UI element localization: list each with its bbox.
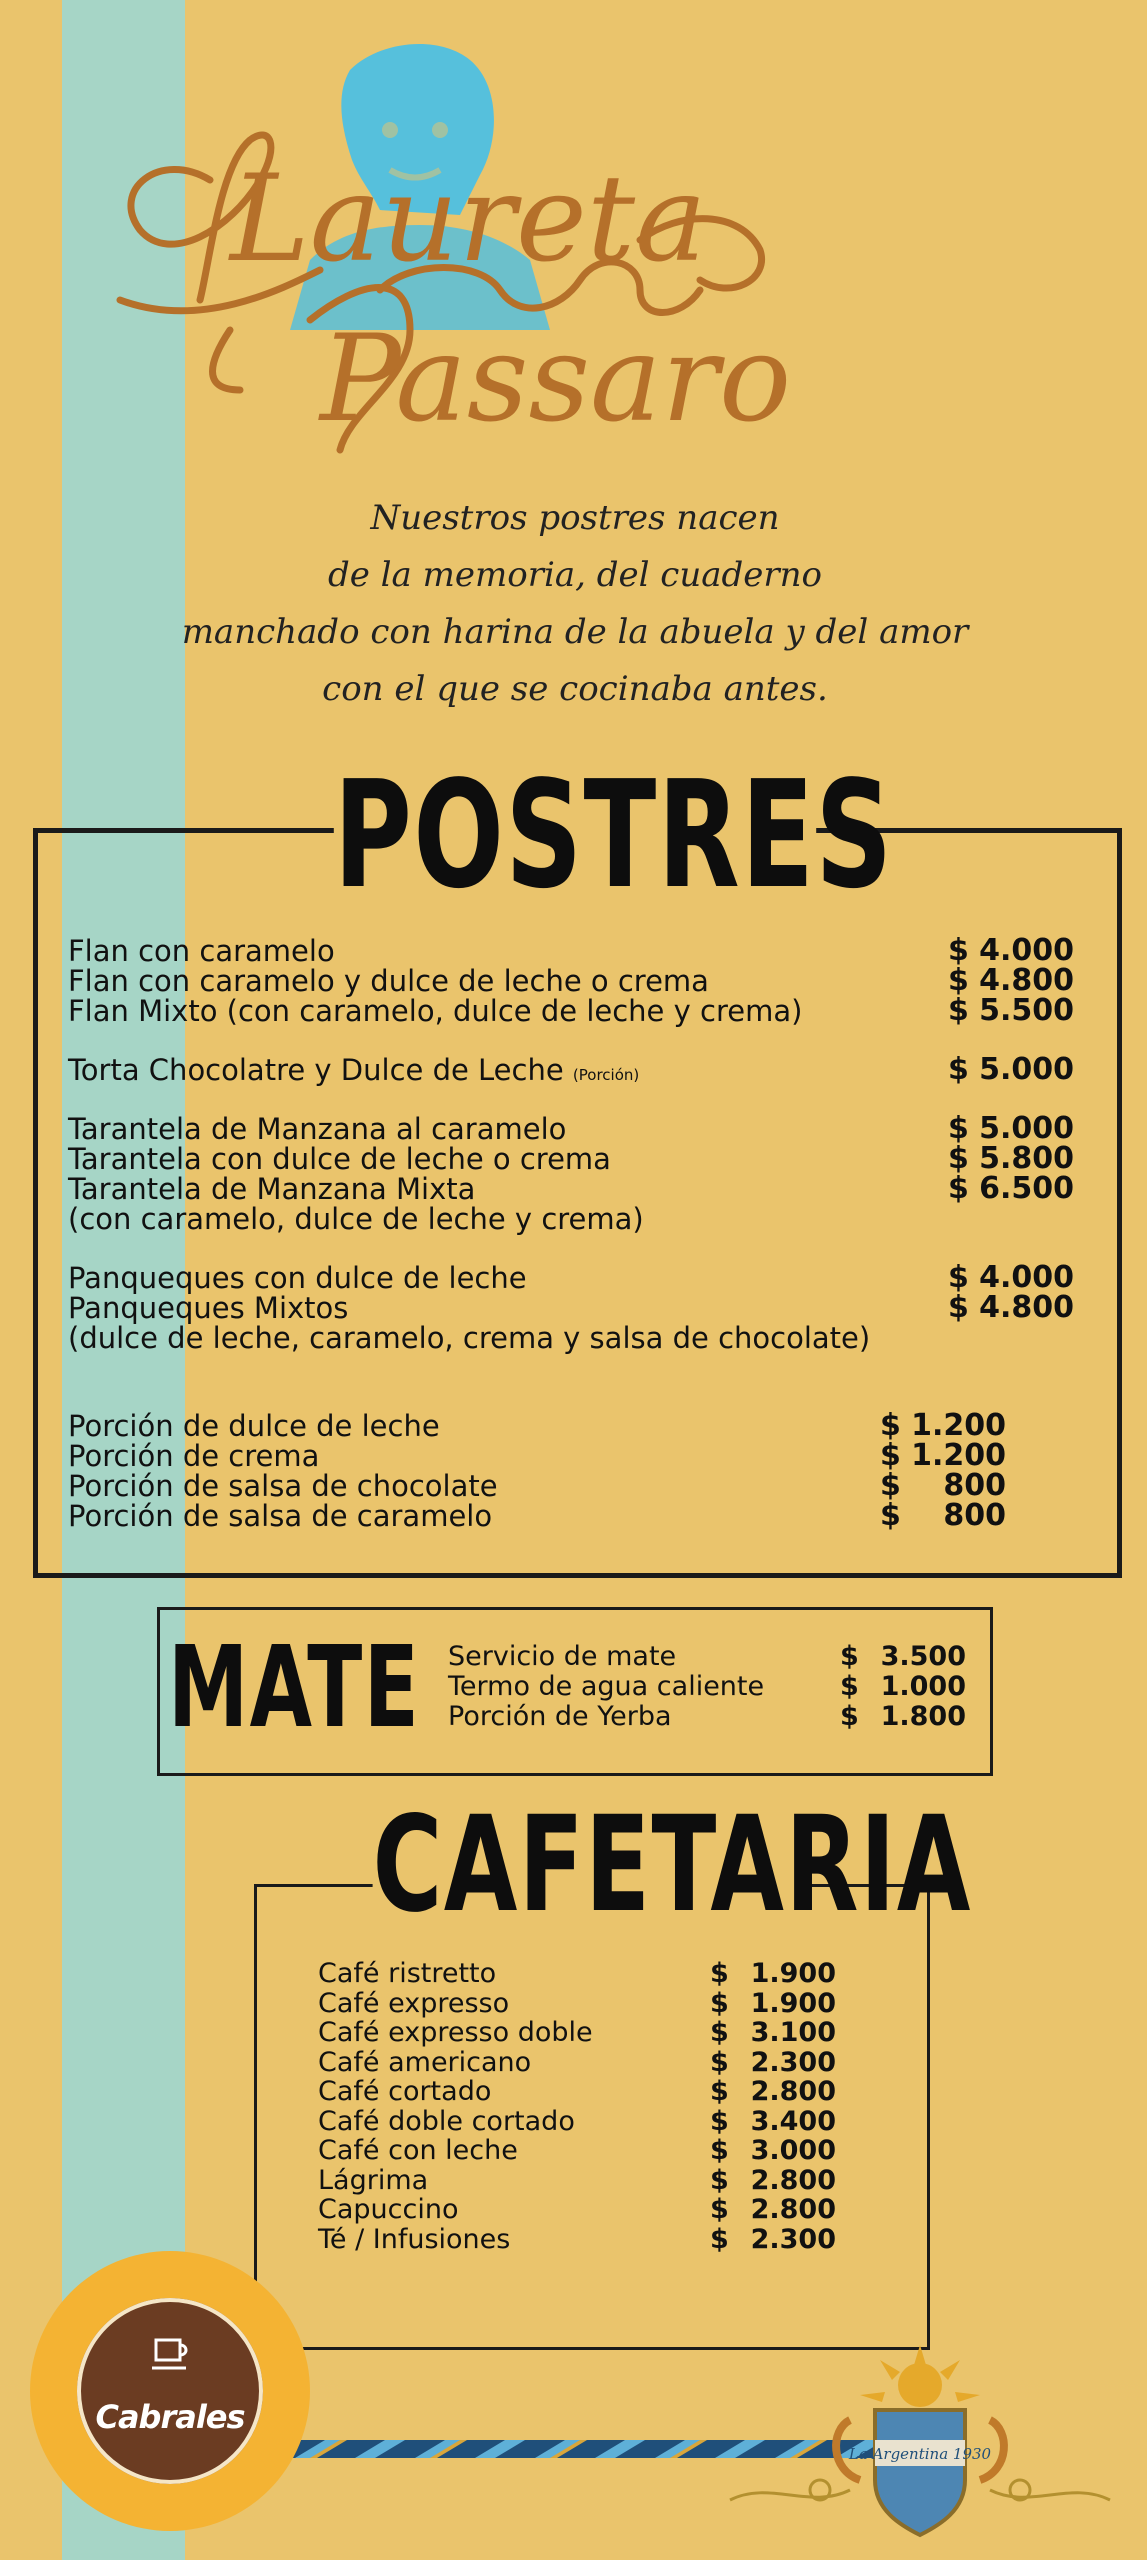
item-price: $ 1.200 — [880, 1408, 1006, 1443]
menu-item — [448, 1672, 968, 1702]
cabrales-badge-inner — [77, 2298, 263, 2484]
menu-item — [68, 1141, 1088, 1176]
extra-item — [68, 1498, 1088, 1533]
menu-item — [318, 2018, 878, 2048]
item-price: $ 1.000 — [840, 1671, 966, 1702]
item-name: Flan Mixto (con caramelo, dulce de leche y crema) — [68, 994, 803, 1028]
item-name: Tarantela de Manzana Mixta — [68, 1172, 476, 1206]
extra-item — [68, 1468, 1088, 1503]
item-name: Café doble cortado — [318, 2105, 575, 2137]
item-price: $ 5.500 — [948, 993, 1074, 1028]
postres-title: POSTRES — [333, 749, 894, 921]
item-name: Servicio de mate — [448, 1641, 677, 1672]
intro-line: manchado con harina de la abuela y del amor — [181, 612, 969, 652]
item-price: $ 2.800 — [710, 2194, 836, 2225]
menu-item-detail — [68, 1323, 1088, 1353]
menu-item-detail — [68, 1204, 1088, 1234]
item-name: Lágrima — [318, 2164, 429, 2196]
item-detail: (con caramelo, dulce de leche y crema) — [68, 1202, 644, 1236]
item-name: Panqueques con dulce de leche — [68, 1261, 527, 1295]
item-price: $ 3.500 — [840, 1641, 966, 1672]
menu-item — [448, 1702, 968, 1732]
item-detail: (dulce de leche, caramelo, crema y salsa de chocolate) — [68, 1321, 871, 1355]
postres-list — [68, 933, 1088, 1533]
item-price: $ 1.800 — [840, 1701, 966, 1732]
item-name: Café con leche — [318, 2135, 518, 2166]
item-name: Tarantela con dulce de leche o crema — [68, 1142, 611, 1176]
extra-item — [68, 1438, 1088, 1473]
item-price: $ 4.000 — [948, 933, 1074, 968]
sun-crest-icon — [710, 2340, 1130, 2540]
item-price: $ 3.000 — [710, 2135, 836, 2166]
item-name: Café expresso — [318, 1987, 510, 2019]
menu-item — [448, 1642, 968, 1672]
intro-text — [160, 490, 990, 718]
item-price: $ 2.300 — [710, 2223, 836, 2255]
item-price: $ 2.800 — [710, 2164, 836, 2196]
mate-list — [448, 1642, 968, 1732]
item-price: $ 3.100 — [710, 2017, 836, 2048]
item-price: $ 800 — [880, 1498, 1006, 1533]
menu-item — [318, 2107, 878, 2137]
cafeteria-list — [318, 1959, 878, 2254]
item-price: $ 4.000 — [948, 1260, 1074, 1295]
crest-text: La Argentina 1930 — [848, 2445, 992, 2463]
mate-title: MATE — [168, 1623, 421, 1753]
menu-item — [68, 963, 1088, 998]
cabrales-badge — [30, 2251, 310, 2531]
item-name: Panqueques Mixtos — [68, 1291, 349, 1325]
item-name: Tarantela de Manzana al caramelo — [68, 1112, 567, 1146]
item-name: Café cortado — [318, 2076, 492, 2107]
brand-line2: Passaro — [320, 310, 792, 449]
menu-item — [68, 933, 1088, 968]
menu-item — [318, 2195, 878, 2225]
laureta-passaro-logo — [80, 30, 820, 530]
item-name: Termo de agua caliente — [448, 1671, 765, 1702]
item-name: Porción de Yerba — [448, 1701, 672, 1732]
item-price: $ 2.800 — [710, 2076, 836, 2107]
item-price: $ 800 — [880, 1468, 1006, 1503]
item-name: Porción de salsa de chocolate — [68, 1469, 498, 1503]
item-price: $ 5.000 — [948, 1111, 1074, 1146]
menu-item — [68, 1171, 1088, 1206]
item-price: $ 3.400 — [710, 2105, 836, 2137]
item-name: Flan con caramelo y dulce de leche o crema — [68, 964, 709, 998]
item-name: Porción de salsa de caramelo — [68, 1499, 493, 1533]
menu-item — [68, 1290, 1088, 1325]
menu-item — [68, 993, 1088, 1028]
intro-line: con el que se cocinaba antes. — [322, 669, 828, 709]
menu-item — [318, 2077, 878, 2107]
item-price: $ 1.200 — [880, 1438, 1006, 1473]
item-name: Torta Chocolatre y Dulce de Leche (Porción) — [68, 1053, 640, 1087]
menu-item — [318, 2136, 878, 2166]
item-name: Café ristretto — [318, 1958, 497, 1989]
item-price: $ 5.800 — [948, 1141, 1074, 1176]
item-name: Capuccino — [318, 2194, 459, 2225]
coffee-cup-icon — [150, 2336, 192, 2376]
menu-item — [318, 2048, 878, 2078]
item-price: $ 2.300 — [710, 2046, 836, 2078]
item-note: (Porción) — [572, 1066, 640, 1084]
logo-graphic — [80, 30, 820, 530]
item-name: Porción de dulce de leche — [68, 1409, 440, 1443]
intro-line: de la memoria, del cuaderno — [327, 555, 822, 595]
item-price: $ 5.000 — [948, 1052, 1074, 1087]
extra-item — [68, 1408, 1088, 1443]
menu-item — [318, 1959, 878, 1989]
item-price: $ 4.800 — [948, 1290, 1074, 1325]
item-name: Café americano — [318, 2046, 532, 2078]
cafeteria-title: CAFETARIA — [372, 1788, 972, 1942]
menu-item — [318, 2166, 878, 2196]
item-name: Café expresso doble — [318, 2017, 593, 2048]
item-name: Té / Infusiones — [318, 2223, 511, 2255]
item-name: Flan con caramelo — [68, 934, 335, 968]
item-price: $ 4.800 — [948, 963, 1074, 998]
item-name: Porción de crema — [68, 1439, 320, 1473]
menu-item — [318, 2225, 878, 2255]
item-price: $ 1.900 — [710, 1958, 836, 1989]
item-price: $ 6.500 — [948, 1171, 1074, 1206]
menu-item — [68, 1260, 1088, 1295]
menu-item — [68, 1111, 1088, 1146]
intro-line: Nuestros postres nacen — [370, 498, 780, 538]
item-price: $ 1.900 — [710, 1987, 836, 2019]
brand-line1: Laureta — [230, 150, 707, 289]
menu-item — [318, 1989, 878, 2019]
cabrales-label: Cabrales — [95, 2398, 245, 2436]
menu-item — [68, 1052, 1088, 1087]
